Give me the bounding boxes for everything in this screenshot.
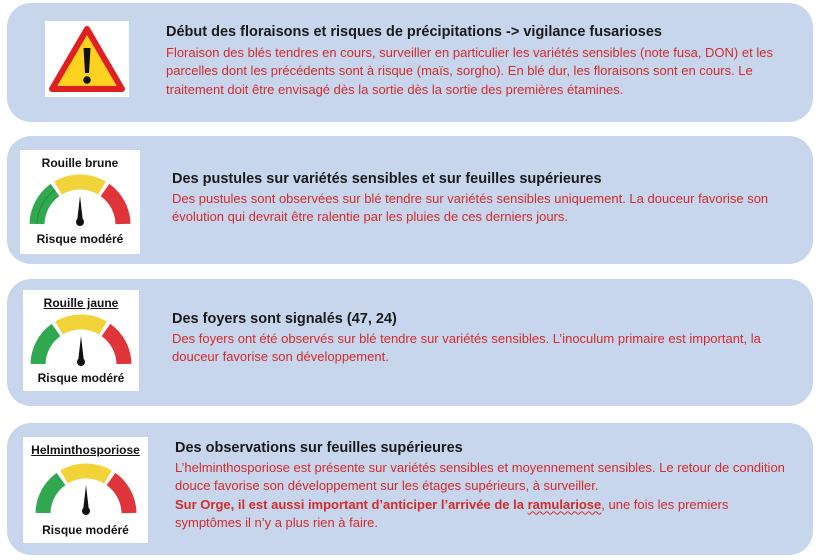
card-body-emphasis: Sur Orge, il est aussi important d’anticiper l’arrivée de la [175, 496, 528, 512]
risk-gauge-icon [26, 312, 136, 368]
gauge-title: Helminthosporiose [31, 443, 140, 457]
risk-gauge-icon [31, 461, 141, 517]
card-body: Des pustules sont observées sur blé tendre sur variétés sensibles uniquement. La douceur favorise son évolution qui devrait être ralentie par les pluies de ces derniers jours. [172, 191, 769, 225]
alert-card-helminthosporiose [7, 423, 813, 555]
warning-icon-box [45, 21, 129, 97]
card-title: Des observations sur feuilles supérieures [175, 440, 463, 456]
card-title: Des pustules sur variétés sensibles et sur feuilles supérieures [172, 171, 602, 187]
gauge-label: Risque modéré [36, 232, 124, 246]
gauge-label: Risque modéré [37, 371, 125, 385]
card-title: Des foyers sont signalés (47, 24) [172, 311, 397, 327]
gauge-box [23, 437, 148, 543]
card-body: Des foyers ont été observés sur blé tendre sur variétés sensibles. L’inoculum primaire est important, la douceur favorise son développement. [172, 331, 761, 365]
warning-triangle-icon [45, 21, 129, 97]
alert-card-fusariose [7, 3, 813, 122]
risk-gauge-icon [25, 172, 135, 228]
ramulariose-term: ramulariose [527, 496, 602, 512]
card-body-rest: , une fois les premiers symptômes il n’y a plus rien à faire. [175, 496, 729, 530]
gauge-title: Rouille jaune [43, 296, 119, 310]
card-body: Floraison des blés tendres en cours, surveiller en particulier les variétés sensibles (note fusa, DON) et les parcelles dont les précédents sont à risque (maïs, sorgho). En blé dur, les floraisons sont en cours. Le traitement doit être envisagé dès la sortie dès la sortie des premières étamines. [166, 45, 773, 97]
gauge-label: Risque modéré [42, 523, 129, 537]
gauge-box [23, 290, 139, 391]
card-body [175, 459, 787, 532]
card-title: Début des floraisons et risques de précipitations -> vigilance fusarioses [166, 24, 662, 40]
alert-card-rouille-brune [7, 136, 813, 264]
gauge-title: Rouille brune [41, 156, 119, 170]
gauge-box [20, 150, 140, 254]
card-body-text: L’helminthosporiose est présente sur variétés sensibles et moyennement sensibles. Le retour de condition douce favorise son développement sur les étages supérieurs, à surveiller. [175, 460, 785, 494]
alert-card-rouille-jaune [7, 279, 813, 406]
